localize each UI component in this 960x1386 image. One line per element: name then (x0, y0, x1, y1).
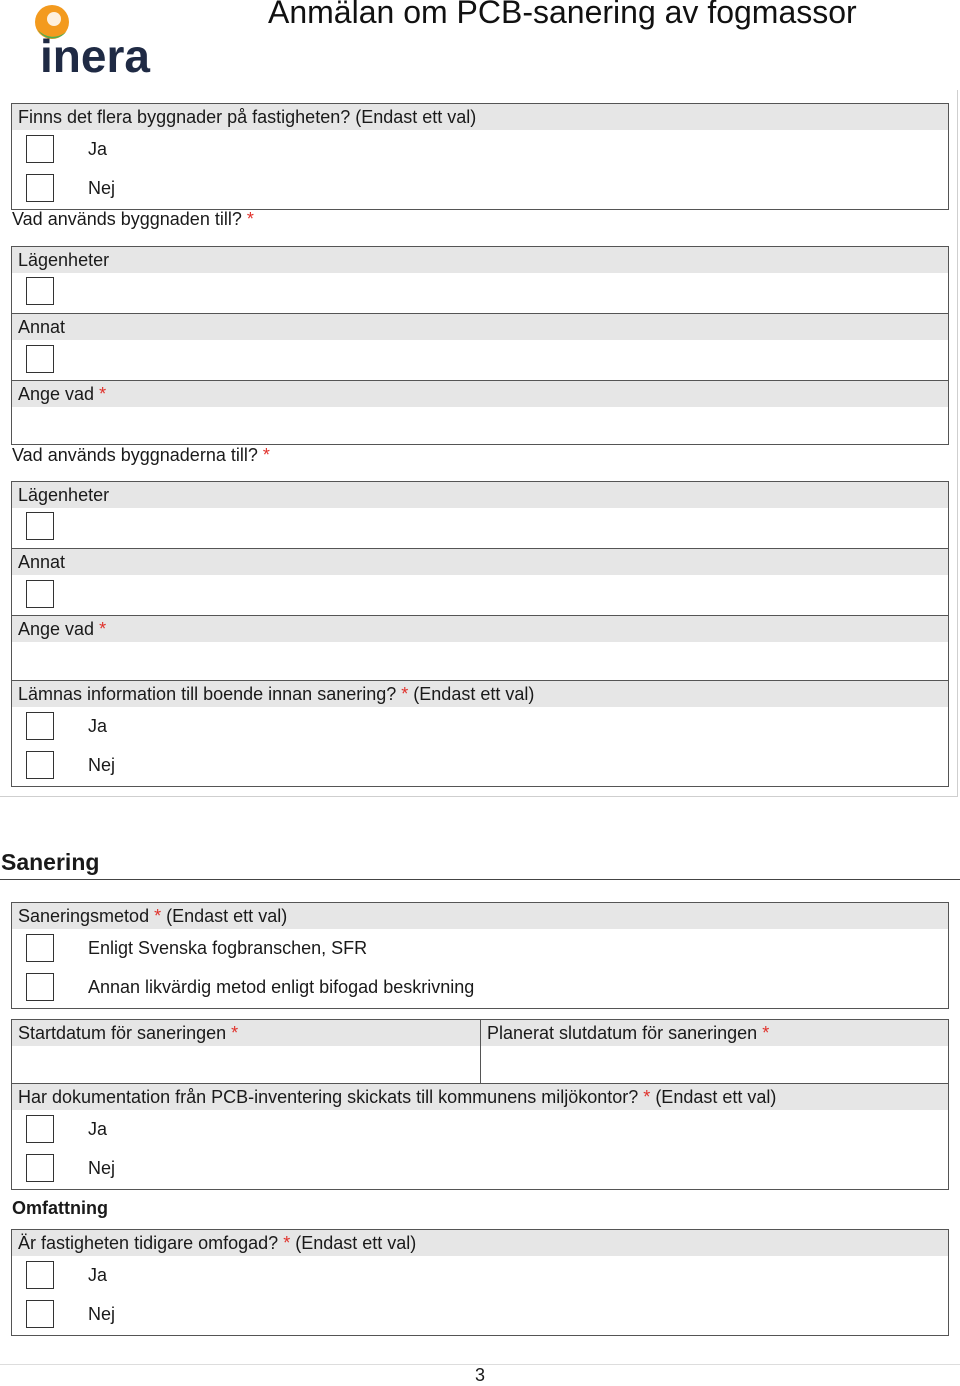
sanering-heading: Sanering (1, 849, 100, 875)
omfogad-label: Är fastigheten tidigare omfogad? * (Endast ett val) (12, 1230, 948, 1256)
datum-row (11, 1019, 949, 1084)
information-label: Lämnas information till boende innan sanering? * (Endast ett val) (12, 681, 948, 707)
flera-byggnader-ja-label: Ja (88, 139, 108, 159)
saneringsmetod-label: Saneringsmetod * (Endast ett val) (12, 903, 948, 929)
saneringsmetod-group (11, 902, 949, 1009)
byggnaden-annat-field (11, 313, 949, 381)
page-number: 3 (474, 1365, 485, 1385)
byggnaderna-lagenheter-checkbox[interactable] (26, 512, 54, 540)
byggnaden-annat-label: Annat (12, 314, 948, 340)
slutdatum-input[interactable] (482, 1047, 948, 1083)
dokumentation-group (11, 1083, 949, 1190)
datum-divider (480, 1020, 481, 1083)
byggnaderna-lagenheter-label: Lägenheter (12, 482, 948, 508)
information-ja-checkbox[interactable] (26, 712, 54, 740)
byggnaderna-question: Vad används byggnaderna till? * (12, 445, 270, 465)
byggnaden-annat-checkbox[interactable] (26, 345, 54, 373)
byggnaden-ange-vad-field[interactable] (11, 380, 949, 445)
byggnaderna-lagenheter-field (11, 481, 949, 549)
flera-byggnader-group (11, 103, 949, 210)
byggnaderna-annat-label: Annat (12, 549, 948, 575)
flera-byggnader-nej-checkbox[interactable] (26, 174, 54, 202)
omfogad-nej-checkbox[interactable] (26, 1300, 54, 1328)
slutdatum-label: Planerat slutdatum för saneringen * (481, 1020, 948, 1046)
startdatum-input[interactable] (12, 1047, 479, 1083)
dokumentation-ja-checkbox[interactable] (26, 1115, 54, 1143)
saneringsmetod-sfr-checkbox[interactable] (26, 934, 54, 962)
omfogad-group (11, 1229, 949, 1336)
dokumentation-ja-label: Ja (88, 1119, 108, 1139)
information-ja-label: Ja (88, 716, 108, 736)
flera-byggnader-nej-label: Nej (88, 178, 116, 198)
inera-logo (30, 2, 160, 78)
byggnaden-lagenheter-label: Lägenheter (12, 247, 948, 273)
byggnaderna-ange-vad-label: Ange vad * (12, 616, 948, 642)
information-group (11, 680, 949, 787)
omfattning-heading: Omfattning (12, 1198, 108, 1218)
byggnaden-lagenheter-checkbox[interactable] (26, 277, 54, 305)
flera-byggnader-ja-checkbox[interactable] (26, 135, 54, 163)
information-nej-checkbox[interactable] (26, 751, 54, 779)
byggnaden-question: Vad används byggnaden till? * (12, 209, 254, 229)
dokumentation-label: Har dokumentation från PCB-inventering skickats till kommunens miljökontor? * (Endast ett val) (12, 1084, 948, 1110)
byggnaden-lagenheter-field (11, 246, 949, 314)
byggnaderna-annat-checkbox[interactable] (26, 580, 54, 608)
saneringsmetod-annan-checkbox[interactable] (26, 973, 54, 1001)
saneringsmetod-annan-label: Annan likvärdig metod enligt bifogad beskrivning (88, 977, 475, 997)
information-nej-label: Nej (88, 755, 116, 775)
sanering-divider (0, 879, 960, 880)
logo-wordmark: inera (40, 30, 150, 78)
byggnaderna-ange-vad-field[interactable] (11, 615, 949, 682)
saneringsmetod-sfr-label: Enligt Svenska fogbranschen, SFR (88, 938, 368, 958)
dokumentation-nej-label: Nej (88, 1158, 116, 1178)
omfogad-ja-label: Ja (88, 1265, 108, 1285)
document-title: Anmälan om PCB-sanering av fogmassor (268, 0, 857, 30)
omfogad-ja-checkbox[interactable] (26, 1261, 54, 1289)
byggnaden-ange-vad-label: Ange vad * (12, 381, 948, 407)
omfogad-nej-label: Nej (88, 1304, 116, 1324)
byggnaderna-annat-field (11, 548, 949, 616)
dokumentation-nej-checkbox[interactable] (26, 1154, 54, 1182)
startdatum-label: Startdatum för saneringen * (12, 1020, 480, 1046)
flera-byggnader-label: Finns det flera byggnader på fastigheten? (Endast ett val) (12, 104, 948, 130)
